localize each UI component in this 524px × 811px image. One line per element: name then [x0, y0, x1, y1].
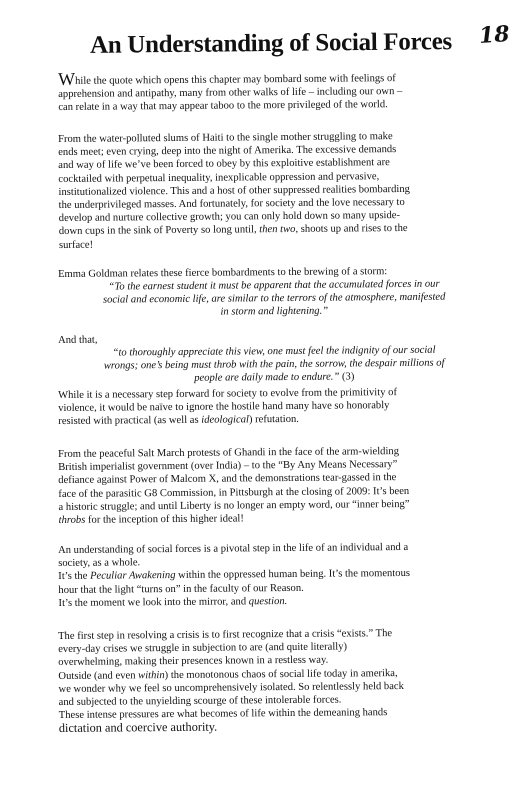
italic-phrase: then two, — [259, 224, 299, 236]
text-line: a historic struggle; and until Liberty is no longer an empty word, our “inner being” — [58, 498, 410, 513]
text-line: every-day crises we struggle in subjection to are (and quite literally) — [58, 641, 348, 656]
text-line: resisted with practical (as well as ideological) refutation. — [58, 414, 299, 428]
text-line: From the peaceful Salt March protests of Ghandi in the face of the arm-wielding — [58, 446, 400, 460]
text-line: British imperialist government (over India) – to the “By Any Means Necessary” — [58, 459, 398, 474]
quote-line: “To the earnest student it must be apparent that the accumulated forces in our — [108, 278, 440, 293]
paragraph-slums — [58, 129, 491, 252]
text-line: face of the parasitic G8 Commission, in Pittsburgh at the closing of 2009: It’s been — [58, 485, 410, 500]
text-line: throbs for the inception of this higher ideal! — [58, 513, 244, 527]
intro-line: While the quote which opens this chapter may bombard some with feelings of — [57, 68, 396, 89]
citation: (3) — [339, 371, 355, 383]
paragraph-salt-march — [58, 444, 491, 527]
text-line: violence, it would be naïve to ignore the hostile hand many have so honorably — [58, 400, 390, 415]
paragraph-violence — [58, 385, 490, 428]
text-line: and subjected to the unyielding scourge of these intolerable forces. — [58, 694, 342, 709]
quote-line: “to thoroughly appreciate this view, one must feel the indignity of our social — [112, 344, 436, 359]
quote-line: social and economic life, are similar to the terrors of the atmosphere, manifested — [102, 291, 446, 306]
text-line: we wonder why we feel so uncomprehensively isolated. So relentlessly held back — [58, 680, 404, 695]
intro-line: can relate in a way that may appear taboo to the more privileged of the world. — [58, 99, 388, 114]
text-line: hour that the light “turns on” in the faculty of our Reason. — [58, 582, 304, 596]
paragraph-understanding — [58, 540, 491, 610]
text-line: society, as a whole. — [58, 557, 141, 570]
text-line: the underprivileged masses. And fortunately, for society and the love necessary to — [58, 196, 405, 212]
text-line: The first step in resolving a crisis is to first recognize that a crisis “exists.” The — [58, 628, 393, 642]
page-title: An Understanding of Social Forces — [89, 28, 453, 59]
quote-line: people are daily made to endure.” (3) — [194, 371, 355, 385]
quote-line: in storm and lightening.” — [220, 306, 329, 318]
text-line: develop and nurture collective growth; you can only hold down so many upside- — [58, 210, 401, 225]
text-line: cocktailed with perpetual inequality, inexplicable oppression and pervasive, — [58, 170, 380, 185]
text-line: An understanding of social forces is a pivotal step in the life of an individual and a — [58, 541, 409, 556]
drop-cap: W — [57, 68, 76, 89]
text-line: From the water-polluted slums of Haiti to the single mother struggling to make — [58, 131, 393, 145]
page-number: 18 — [478, 20, 511, 50]
text-line: While it is a necessary step forward for society to evolve from the primitivity of — [58, 387, 397, 401]
text-line: Emma Goldman relates these fierce bombardments to the brewing of a storm: — [58, 266, 388, 280]
goldman-quote — [58, 277, 490, 320]
text-line: dictation and coercive authority. — [58, 720, 218, 736]
text-line: It’s the Peculiar Awakening within the oppressed human being. It’s the momentous — [58, 568, 411, 583]
text-line: overwhelming, making their presences known in a restless way. — [58, 655, 329, 669]
intro-line: apprehension and antipathy, many from other walks of life – including our own – — [58, 86, 403, 101]
second-quote — [58, 343, 490, 386]
paragraph-crisis — [58, 626, 491, 736]
text-line: It’s the moment we look into the mirror, and question. — [58, 595, 288, 609]
text-line: Outside (and even within) the monotonous chaos of social life today in amerika, — [58, 667, 398, 682]
intro-paragraph — [58, 68, 490, 114]
quote-line: wrongs; one’s being must throb with the pain, the sorrow, the despair millions of — [103, 357, 445, 372]
text-line: And that, — [58, 334, 98, 346]
text-line: institutionalized violence. This and a host of other suppressed realities bombarding — [58, 183, 410, 198]
text-line: down cups in the sink of Poverty so long until, then two, shoots up and rises to the — [58, 223, 408, 238]
text-line: surface! — [58, 239, 94, 251]
text-line: ends meet; even crying, deep into the night of Amerika. The excessive demands — [58, 144, 397, 159]
text-line: defiance against Power of Malcom X, and the demonstrations tear-gassed in the — [58, 472, 397, 487]
text-line: These intense pressures are what becomes of life within the demeaning hands — [58, 707, 388, 722]
text-line: and way of life we’ve been forced to obey by this exploitive establishment are — [58, 157, 390, 172]
